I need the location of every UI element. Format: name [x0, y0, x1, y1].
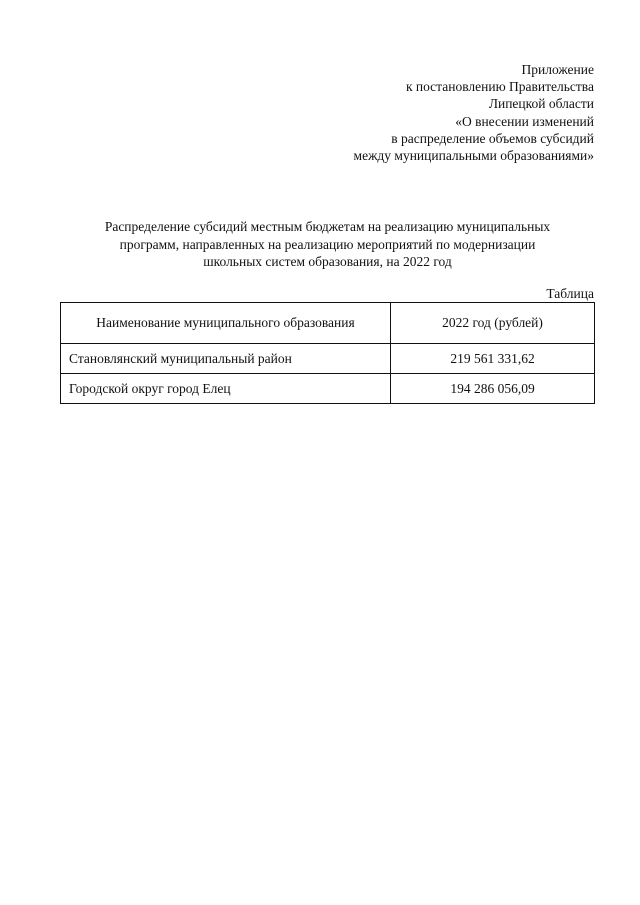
document-title-line: Распределение субсидий местным бюджетам на реализацию муниципальных — [104, 219, 551, 234]
subsidy-table — [60, 302, 595, 404]
document-title-line: программ, направленных на реализацию мероприятий по модернизации — [119, 236, 536, 252]
appendix-header-line: к постановлению Правительства — [405, 79, 594, 95]
document-title-line: школьных систем образования, на 2022 год — [203, 254, 452, 269]
appendix-header — [354, 61, 594, 164]
appendix-header-line: в распределение объемов субсидий — [391, 130, 594, 146]
table-header-row — [61, 303, 595, 344]
column-header-amount: 2022 год (рублей) — [391, 303, 595, 344]
amount-cell: 219 561 331,62 — [391, 344, 595, 374]
amount-cell: 194 286 056,09 — [391, 374, 595, 404]
document-title — [60, 218, 595, 271]
table-caption: Таблица — [546, 286, 594, 301]
municipality-name-cell: Становлянский муниципальный район — [61, 344, 391, 374]
appendix-header-line: Липецкой области — [488, 96, 594, 112]
column-header-municipality: Наименование муниципального образования — [61, 303, 391, 344]
table-row — [61, 344, 595, 374]
appendix-header-line: Приложение — [521, 62, 594, 77]
appendix-header-line: «О внесении изменений — [455, 113, 594, 129]
appendix-header-line: между муниципальными образованиями» — [353, 148, 594, 164]
table-row — [61, 374, 595, 404]
municipality-name-cell: Городской округ город Елец — [61, 374, 391, 404]
